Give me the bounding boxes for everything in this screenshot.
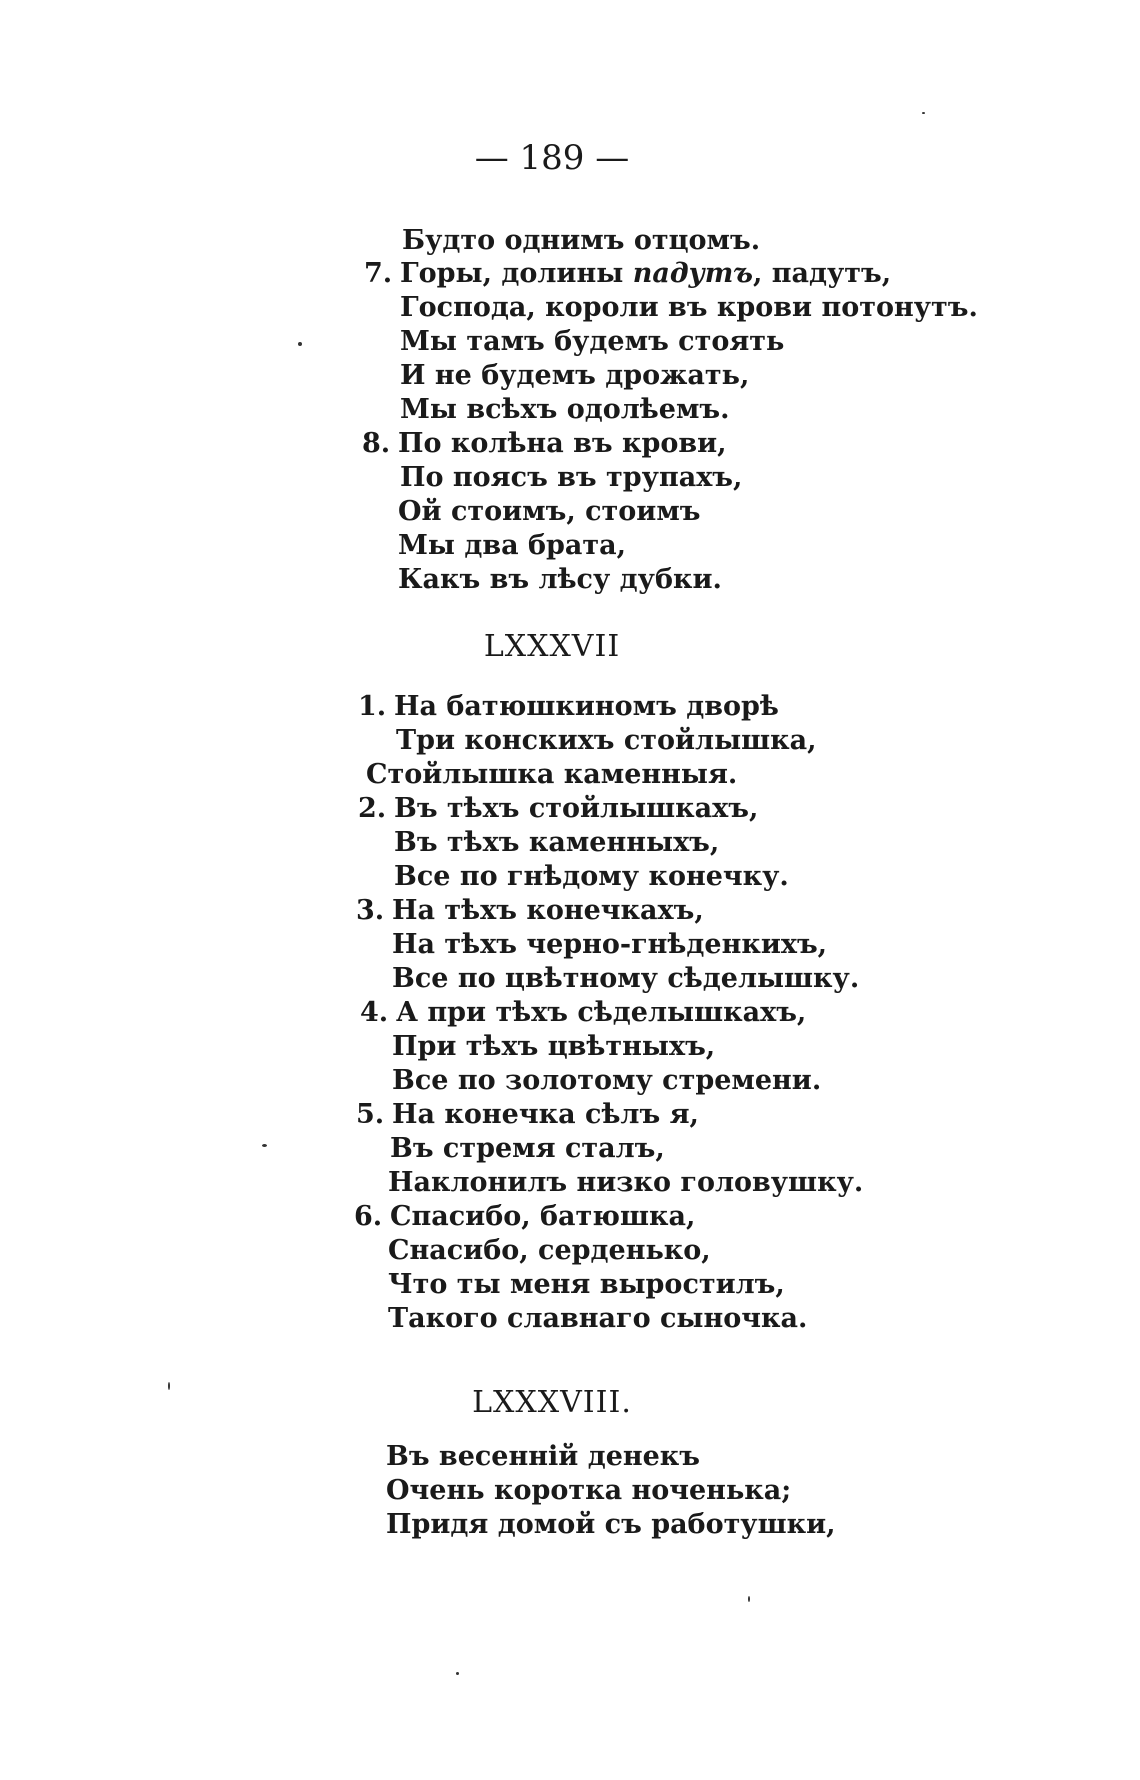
verse-text: Спасибо, батюшка, [390, 1201, 696, 1232]
verse-text: А при тѣхъ сѣделышкахъ, [396, 997, 807, 1028]
verse-line: Очень коротка ноченька; [386, 1475, 792, 1506]
scan-speck [298, 342, 302, 346]
verse-line: Мы всѣхъ одолѣемъ. [400, 394, 730, 425]
verse-text: На конечка сѣлъ я, [392, 1099, 699, 1130]
verse-line: Снасибо, серденько, [388, 1235, 711, 1266]
verse-line: И не будемъ дрожать, [400, 360, 750, 391]
verse-line: Придя домой съ работушки, [386, 1509, 836, 1540]
verse-line: Три конскихъ стойлышка, [396, 725, 817, 756]
section-heading: LXXXVIII. [472, 1385, 632, 1420]
verse-line: Все по гнѣдому конечку. [394, 861, 789, 892]
verse-number: 3. [356, 895, 385, 926]
verse-line: Наклонилъ низко головушку. [388, 1167, 864, 1198]
verse-line [354, 1200, 695, 1234]
verse-line: При тѣхъ цвѣтныхъ, [392, 1031, 716, 1062]
verse-line: Какъ въ лѣсу дубки. [398, 564, 722, 595]
scan-speck [748, 1596, 750, 1602]
verse-line: Все по золотому стремени. [392, 1065, 822, 1096]
verse-line: Мы два брата, [398, 530, 627, 561]
verse-line: Въ весенній денекъ [386, 1441, 701, 1472]
verse-text: , падутъ, [752, 258, 892, 289]
verse-text: Въ тѣхъ стойлышкахъ, [394, 793, 759, 824]
verse-line: Все по цвѣтному сѣделышку. [392, 963, 860, 994]
verse-line: Будто однимъ отцомъ. [402, 225, 761, 256]
verse-number: 2. [358, 793, 387, 824]
verse-line: Въ тѣхъ каменныхъ, [394, 827, 720, 858]
verse-line: Что ты меня выростилъ, [388, 1269, 785, 1300]
scan-speck [168, 1382, 170, 1390]
scan-speck [456, 1672, 459, 1675]
verse-line: Мы тамъ будемъ стоять [400, 326, 785, 357]
verse-line [364, 257, 891, 291]
verse-number: 4. [360, 997, 389, 1028]
verse-text: На тѣхъ конечкахъ, [392, 895, 704, 926]
verse-line: Ой стоимъ, стоимъ [398, 496, 701, 527]
section-heading: LXXXVII [483, 629, 621, 664]
verse-line [362, 427, 727, 461]
verse-line [358, 792, 758, 826]
verse-number: 5. [356, 1099, 385, 1130]
scan-speck [922, 112, 925, 114]
verse-line: Стойлышка каменныя. [366, 759, 738, 790]
verse-number: 7. [364, 258, 393, 289]
verse-line: Въ стремя сталъ, [390, 1133, 665, 1164]
verse-text: Горы, долины [400, 258, 633, 289]
verse-line [358, 690, 779, 724]
verse-line: На тѣхъ черно-гнѣденкихъ, [392, 929, 828, 960]
verse-number: 1. [358, 691, 387, 722]
verse-line: По поясъ въ трупахъ, [400, 462, 743, 493]
verse-number: 6. [354, 1201, 383, 1232]
page-number: — 189 — [474, 138, 630, 178]
verse-text: На батюшкиномъ дворѣ [394, 691, 779, 722]
verse-line [356, 1098, 699, 1132]
verse-line [356, 894, 704, 928]
verse-number: 8. [362, 428, 391, 459]
verse-line [360, 996, 806, 1030]
verse-text: По колѣна въ крови, [398, 428, 727, 459]
verse-line: Господа, короли въ крови потонутъ. [400, 292, 978, 323]
scan-speck [262, 1144, 267, 1147]
verse-text-italic: падутъ [632, 258, 753, 289]
verse-line: Такого славнаго сыночка. [388, 1303, 808, 1334]
